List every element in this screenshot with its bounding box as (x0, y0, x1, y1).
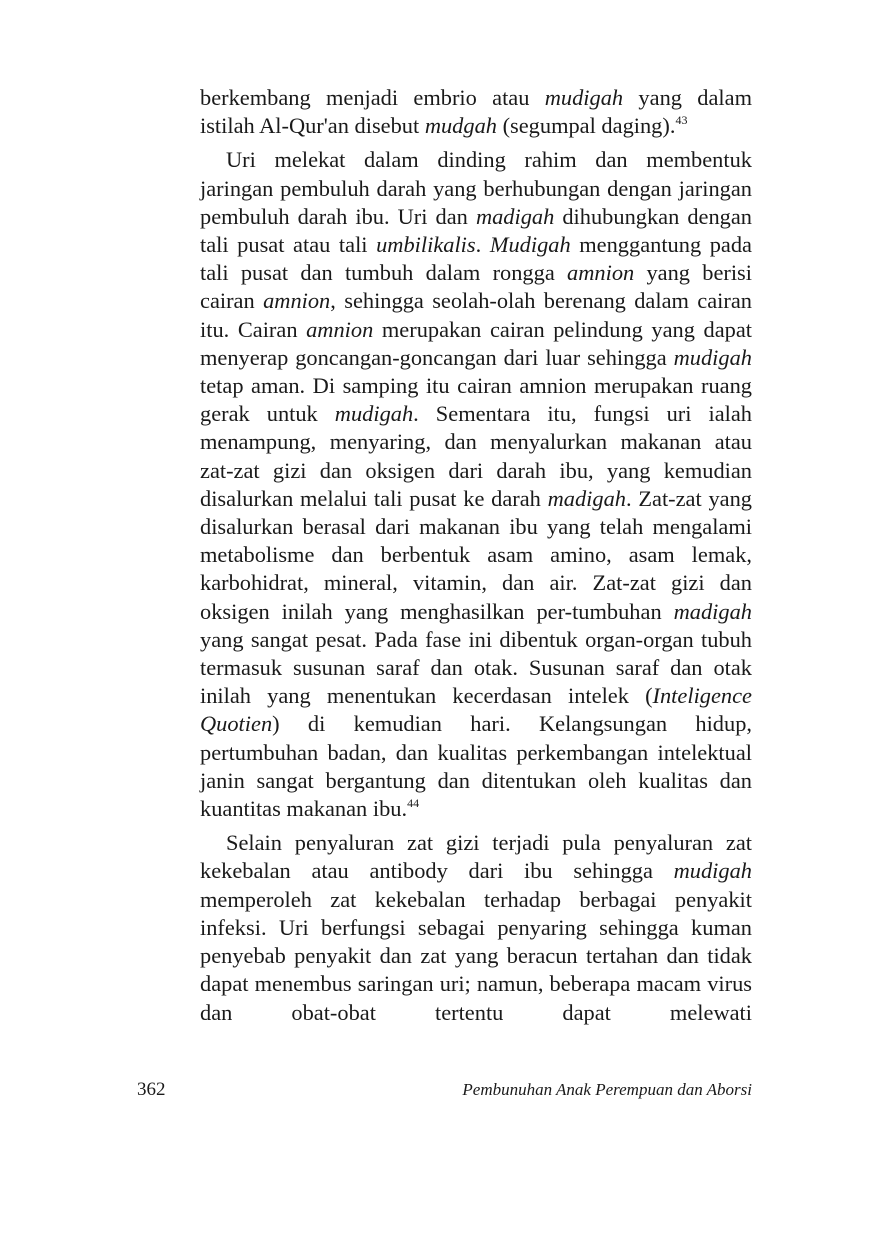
text-run: yang berisi cairan (200, 260, 752, 314)
footnote-marker: 43 (675, 113, 688, 128)
text-run: memperoleh zat kekebalan terhadap berbagai penyakit infeksi. Uri berfungsi sebagai penyaring sehingga kuman penyebab penyakit dan zat yang beracun tertahan dan tidak dapat menembus saringan uri; namun, beberapa macam virus dan obat-obat tertentu dapat melewati (200, 886, 752, 1025)
text-run: menggantung pada tali pusat dan tumbuh dalam rongga (200, 232, 752, 286)
paragraph (200, 146, 752, 823)
paragraph (200, 829, 752, 1026)
page-number: 362 (137, 1079, 166, 1100)
text-run: Selain penyaluran zat gizi terjadi pula penyaluran zat kekebalan atau antibody dari ibu sehingga (200, 830, 752, 884)
text-run: . Zat-zat yang disalurkan berasal dari makanan ibu yang telah mengalami metabolisme dan berbentuk asam amino, asam lemak, karbohidrat, mineral, vitamin, dan air. Zat-zat gizi dan oksigen inilah yang menghasilkan per-tumbuhan (200, 485, 752, 624)
italic-term: mudigah (544, 85, 624, 110)
text-run: (segumpal daging). (496, 113, 676, 139)
body-text (200, 84, 752, 1033)
text-run: berkembang menjadi embrio atau (200, 85, 545, 110)
italic-term: umbilikalis (376, 232, 476, 258)
text-run: . (475, 232, 490, 258)
italic-term: mudigah (673, 344, 752, 370)
italic-term: amnion (263, 288, 331, 314)
running-title: Pembunuhan Anak Perempuan dan Aborsi (462, 1080, 752, 1099)
italic-term: mudigah (334, 401, 414, 427)
text-run: merupakan cairan pelindung yang dapat menyerap goncangan-goncangan dari luar sehingga (200, 316, 752, 370)
italic-term: amnion (567, 260, 635, 286)
italic-term: amnion (306, 316, 374, 342)
text-run: dihubungkan dengan tali pusat atau tali (200, 203, 752, 258)
text-run: , sehingga seolah-olah berenang dalam cairan itu. Cairan (200, 288, 752, 342)
text-run: tetap aman. Di samping itu cairan amnion merupakan ruang gerak untuk (200, 373, 752, 427)
text-run: Uri melekat dalam dinding rahim dan membentuk jaringan pembuluh darah yang berhubungan dengan jaringan pembuluh darah ibu. Uri dan (200, 147, 752, 229)
page-footer (137, 1079, 752, 1103)
text-run: . Sementara itu, fungsi uri ialah menampung, menyaring, dan menyalurkan makanan atau zat-zat gizi dan oksigen dari darah ibu, yang kemudian disalurkan melalui tali pusat ke darah (200, 401, 753, 511)
text-run: yang sangat pesat. Pada fase ini dibentuk organ-organ tubuh termasuk susunan saraf dan otak. Susunan saraf dan otak inilah yang menentukan kecerdasan intelek ( (200, 626, 752, 709)
italic-term: Mudigah (489, 232, 571, 258)
footnote-marker: 44 (407, 796, 420, 811)
text-run: ) di kemudian hari. Kelangsungan hidup, pertumbuhan badan, dan kualitas perkembangan intelektual janin sangat bergantung dan ditentukan oleh kualitas dan kuantitas makanan ibu. (200, 711, 752, 822)
text-run: yang dalam istilah Al-Qur'an disebut (200, 85, 752, 139)
italic-term: madigah (673, 598, 752, 624)
italic-term: mudigah (673, 858, 752, 884)
italic-term: madigah (547, 485, 626, 511)
paragraph (200, 84, 752, 140)
italic-term: madigah (475, 203, 555, 229)
italic-term: Inteligence Quotien (200, 683, 752, 737)
italic-term: mudgah (424, 113, 497, 139)
